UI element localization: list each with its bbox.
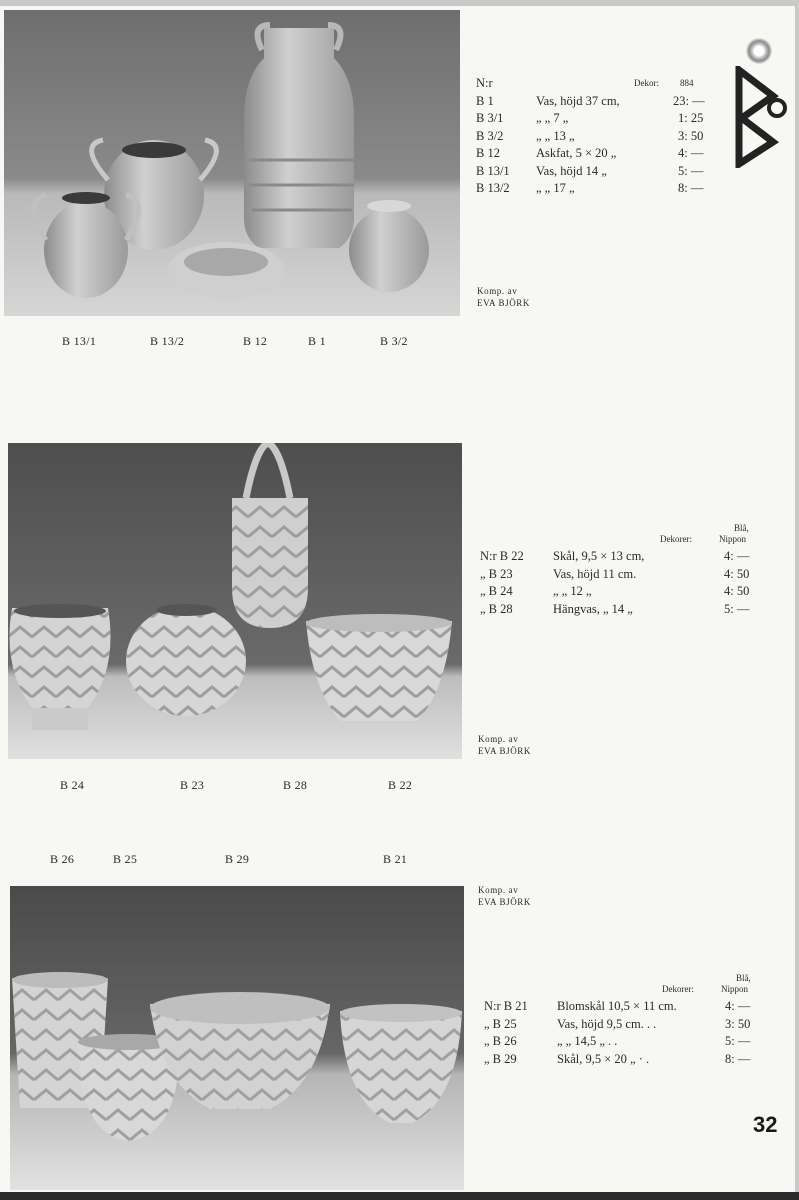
bla-label: Blå, — [734, 523, 749, 533]
item-desc: Vas, höjd 11 cm. — [553, 566, 637, 581]
item-price: 5: — — [725, 1034, 751, 1048]
item-price: 23: — — [673, 93, 705, 108]
item-nr: B 13/2 — [476, 181, 510, 195]
photo-caption: B 29 — [225, 852, 250, 866]
item-nr: „ B 28 — [480, 601, 513, 616]
item-nr: B 3/2 — [476, 128, 504, 143]
table-row — [480, 583, 760, 601]
table-row — [484, 1033, 764, 1051]
table-row — [480, 548, 760, 566]
item-desc: Skål, 9,5 × 20 „ · . — [557, 1051, 650, 1066]
photo-caption: B 13/1 — [62, 334, 97, 348]
table-row — [476, 110, 716, 128]
dekor-label: Dekor: — [634, 78, 659, 88]
item-price: 4: — — [725, 999, 751, 1013]
photo-caption: B 12 — [243, 334, 268, 348]
photo-caption: B 1 — [308, 334, 326, 348]
photo-caption: B 26 — [50, 852, 75, 866]
table-row — [476, 93, 716, 111]
item-price: 4: 50 — [724, 566, 750, 581]
bo-triangle-logo-icon — [733, 66, 791, 168]
item-desc: Blomskål 10,5 × 11 cm. — [557, 999, 677, 1013]
table-row — [480, 601, 760, 619]
page-bottom-edge — [0, 1192, 799, 1200]
photo-bowls-b21-b29 — [10, 886, 464, 1190]
table-header-bla — [484, 970, 764, 981]
bla-label: Blå, — [736, 973, 751, 983]
komp-label: Komp. av — [477, 286, 518, 296]
nr-header: N:r — [476, 76, 493, 90]
item-desc: „ „ 13 „ — [536, 128, 575, 143]
photo-caption: B 21 — [383, 852, 408, 866]
item-price: 4: — — [678, 146, 704, 160]
table-row — [476, 163, 716, 181]
table-header-bla — [480, 520, 760, 531]
item-price: 3: 50 — [678, 128, 704, 143]
item-nr: N:r B 22 — [480, 549, 524, 563]
item-desc: „ „ 17 „ — [536, 181, 575, 195]
photo-caption: B 24 — [60, 778, 85, 792]
table-row — [476, 128, 716, 146]
item-nr: B 3/1 — [476, 111, 504, 125]
item-nr: „ B 26 — [484, 1034, 517, 1048]
nippon-label: Nippon — [719, 534, 746, 544]
designer-name: EVA BJÖRK — [477, 298, 530, 308]
designer-name: EVA BJÖRK — [478, 746, 531, 756]
table-header — [476, 75, 716, 93]
item-price: 8: — — [725, 1051, 751, 1066]
table-row — [484, 1051, 764, 1069]
item-nr: B 13/1 — [476, 163, 510, 178]
item-nr: B 12 — [476, 146, 500, 160]
item-price: 5: — — [724, 601, 750, 616]
table-row — [476, 180, 716, 198]
item-price: 1: 25 — [678, 111, 704, 125]
item-desc: „ „ 12 „ — [553, 584, 592, 598]
dekorer-label: Dekorer: — [662, 984, 694, 994]
komp-label: Komp. av — [478, 885, 519, 895]
table-row — [480, 566, 760, 584]
photo-caption: B 25 — [113, 852, 138, 866]
photo-vases-b1-b3-b12-b13 — [4, 10, 460, 316]
dekor-value: 884 — [680, 78, 694, 88]
photo-caption: B 23 — [180, 778, 205, 792]
item-nr: „ B 25 — [484, 1016, 517, 1031]
photo-caption: B 22 — [388, 778, 413, 792]
price-table-section2 — [480, 520, 760, 618]
item-desc: Hängvas, „ 14 „ — [553, 601, 633, 616]
item-desc: Vas, höjd 37 cm, — [536, 93, 620, 108]
nippon-label: Nippon — [721, 984, 748, 994]
table-row — [484, 1016, 764, 1034]
page-number: 32 — [753, 1112, 778, 1137]
photo-caption: B 3/2 — [380, 334, 408, 348]
table-row — [484, 998, 764, 1016]
dekorer-label: Dekorer: — [660, 534, 692, 544]
item-nr: N:r B 21 — [484, 999, 528, 1013]
item-desc: „ „ 14,5 „ . . — [557, 1034, 618, 1048]
designer-credit — [478, 733, 531, 757]
komp-label: Komp. av — [478, 734, 519, 744]
item-desc: Vas, höjd 14 „ — [536, 163, 607, 178]
item-nr: „ B 24 — [480, 584, 513, 598]
item-price: 4: — — [724, 549, 750, 563]
photo-caption: B 28 — [283, 778, 308, 792]
item-nr: „ B 23 — [480, 566, 513, 581]
table-header — [480, 531, 760, 548]
item-desc: Askfat, 5 × 20 „ — [536, 146, 617, 160]
item-nr: B 1 — [476, 93, 494, 108]
item-price: 8: — — [678, 181, 704, 195]
item-price: 4: 50 — [724, 584, 750, 598]
item-price: 3: 50 — [725, 1016, 751, 1031]
price-table-section3 — [484, 970, 764, 1068]
price-table-section1 — [476, 75, 716, 198]
designer-credit — [478, 884, 531, 908]
designer-name: EVA BJÖRK — [478, 897, 531, 907]
photo-caption: B 13/2 — [150, 334, 185, 348]
table-row — [476, 145, 716, 163]
item-price: 5: — — [678, 163, 704, 178]
designer-credit — [477, 285, 530, 309]
item-desc: Vas, höjd 9,5 cm. . . — [557, 1016, 657, 1031]
table-header — [484, 981, 764, 998]
item-desc: Skål, 9,5 × 13 cm, — [553, 549, 645, 563]
item-nr: „ B 29 — [484, 1051, 517, 1066]
item-desc: „ „ 7 „ — [536, 111, 569, 125]
photo-bowls-b22-b28 — [8, 443, 462, 759]
binder-hole-icon — [746, 38, 772, 64]
